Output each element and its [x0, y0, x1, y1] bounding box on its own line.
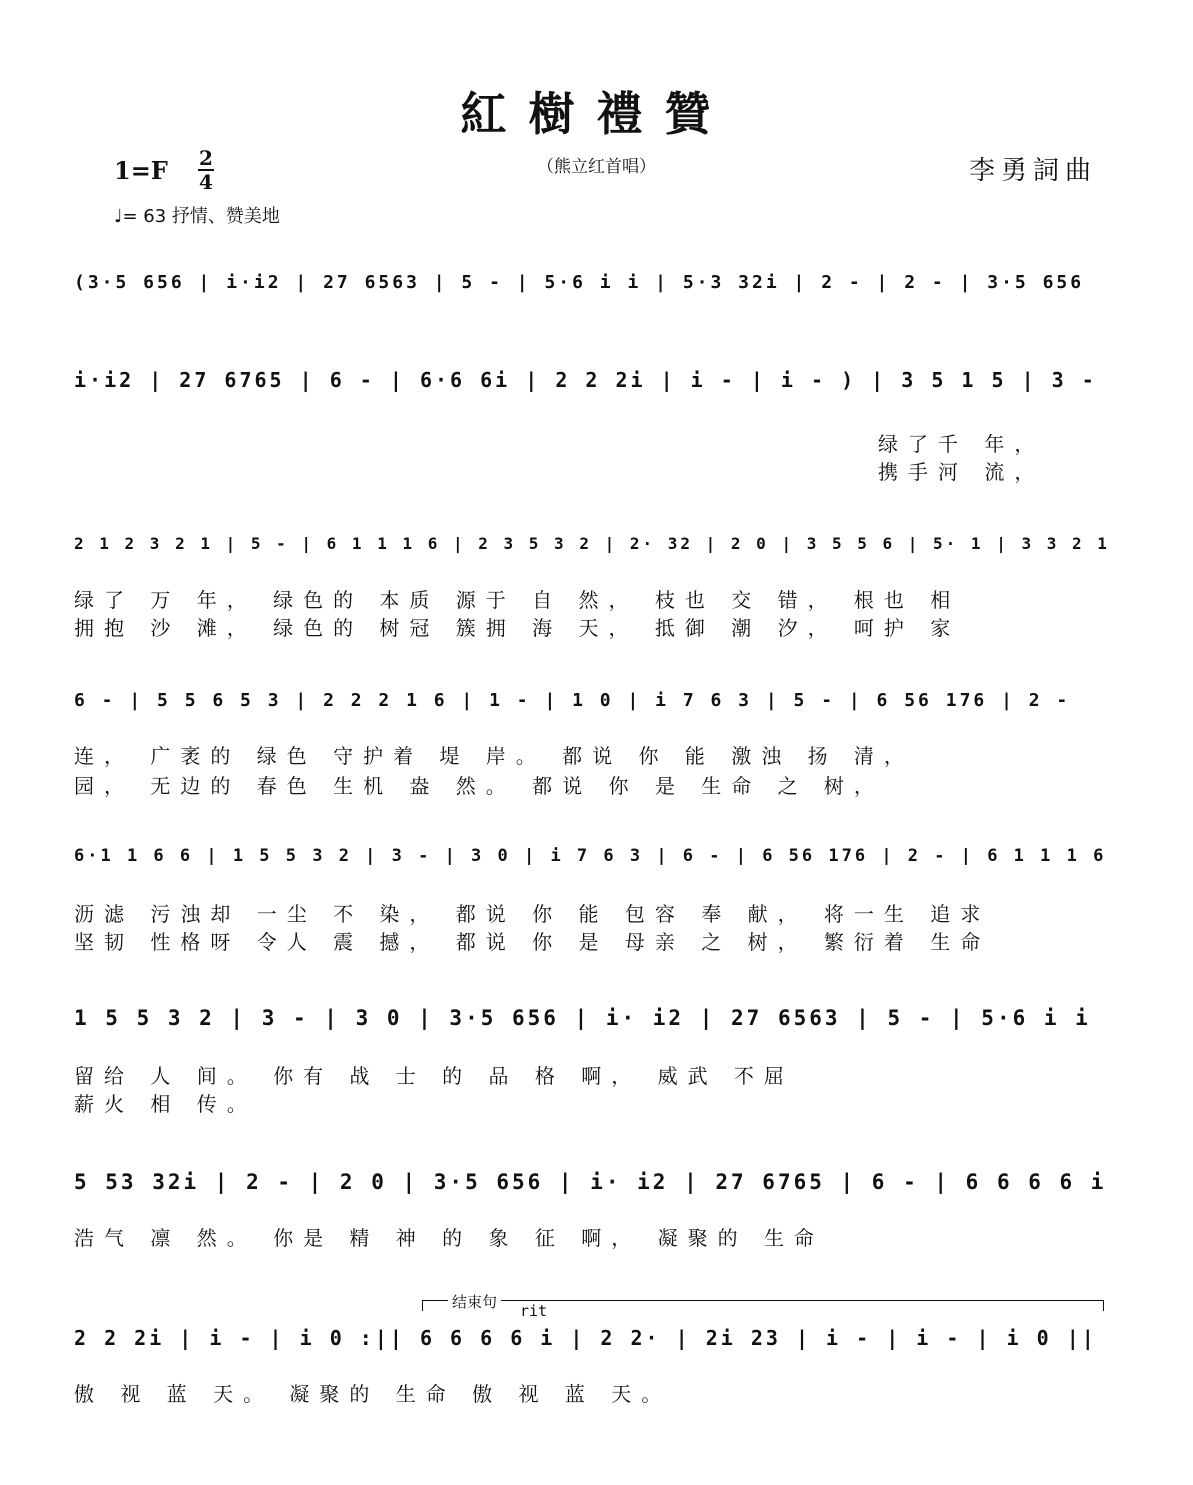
song-title: 紅樹禮贊: [460, 87, 733, 141]
lyrics-verse-1: 傲 视 蓝 天。 凝聚的 生命 傲 视 蓝 天。: [74, 1382, 672, 1406]
lyrics-verse-1: 留给 人 间。 你有 战 士 的 品 格 啊， 威武 不屈: [74, 1064, 794, 1088]
notes-line: 6 - | 5 5 6 5 3 | 2 2 2 1 6 | 1 - | 1 0 | i 7 6 3 | 5 - | 6 56 176 | 2 -: [74, 690, 1071, 711]
lyrics-verse-2: 拥抱 沙 滩， 绿色的 树冠 簇拥 海 天， 抵御 潮 汐， 呵护 家: [74, 616, 961, 640]
tempo-marking: ♩= 63 抒情、赞美地: [114, 206, 280, 227]
rit-marking: rit: [520, 1302, 548, 1320]
notes-line: 5 53 32i | 2 - | 2 0 | 3·5 656 | i· i2 | 27 6765 | 6 - | 6 6 6 6 i: [74, 1170, 1107, 1194]
lyrics-verse-1: 沥滤 污浊却 一尘 不 染， 都说 你 能 包容 奉 献， 将一生 追求: [74, 902, 991, 926]
lyrics-verse-1: 绿了 万 年， 绿色的 本质 源于 自 然， 枝也 交 错， 根也 相: [74, 588, 961, 612]
notes-line: 2 1 2 3 2 1 | 5 - | 6 1 1 1 6 | 2 3 5 3 2 | 2· 32 | 2 0 | 3 5 5 6 | 5· 1 | 3 3 2 1: [74, 534, 1110, 553]
notes-line: 1 5 5 3 2 | 3 - | 3 0 | 3·5 656 | i· i2 | 27 6563 | 5 - | 5·6 i i: [74, 1006, 1091, 1030]
notes-line: i·i2 | 27 6765 | 6 - | 6·6 6i | 2 2 2i | i - | i - ) | 3 5 1 5 | 3 -: [74, 368, 1097, 392]
lyrics-verse-2: 携手河 流，: [878, 460, 1045, 484]
time-top: 2: [199, 146, 213, 170]
notes-line: 6·1 1 6 6 | 1 5 5 3 2 | 3 - | 3 0 | i 7 6 3 | 6 - | 6 56 176 | 2 - | 6 1 1 1 6: [74, 846, 1107, 866]
key-signature: 1=F: [114, 156, 168, 185]
lyrics-verse-2: 园， 无边的 春色 生机 盎 然。 都说 你 是 生命 之 树，: [74, 774, 884, 798]
lyrics-verse-1: 绿了千 年，: [878, 432, 1045, 456]
lyrics-verse-1: 连， 广袤的 绿色 守护着 堤 岸。 都说 你 能 激浊 扬 清，: [74, 744, 914, 768]
time-signature: [198, 148, 214, 192]
lyrics-verse-1: 浩气 凛 然。 你是 精 神 的 象 征 啊， 凝聚的 生命: [74, 1226, 824, 1250]
singer-note: （熊立红首唱）: [537, 157, 656, 177]
notes-line: 2 2 2i | i - | i 0 :|| 6 6 6 6 i | 2 2· | 2i 23 | i - | i - | i 0 ||: [74, 1326, 1097, 1350]
composer-credit: 李勇詞曲: [968, 156, 1097, 186]
lyrics-verse-2: 薪火 相 传。: [74, 1092, 257, 1116]
lyrics-verse-2: 坚韧 性格呀 令人 震 撼， 都说 你 是 母亲 之 树， 繁衍着 生命: [74, 930, 991, 954]
time-bottom: 4: [199, 170, 213, 194]
ending-label: 结束句: [448, 1291, 501, 1312]
notes-line: (3·5 656 | i·i2 | 27 6563 | 5 - | 5·6 i i | 5·3 32i | 2 - | 2 - | 3·5 656: [74, 272, 1085, 293]
